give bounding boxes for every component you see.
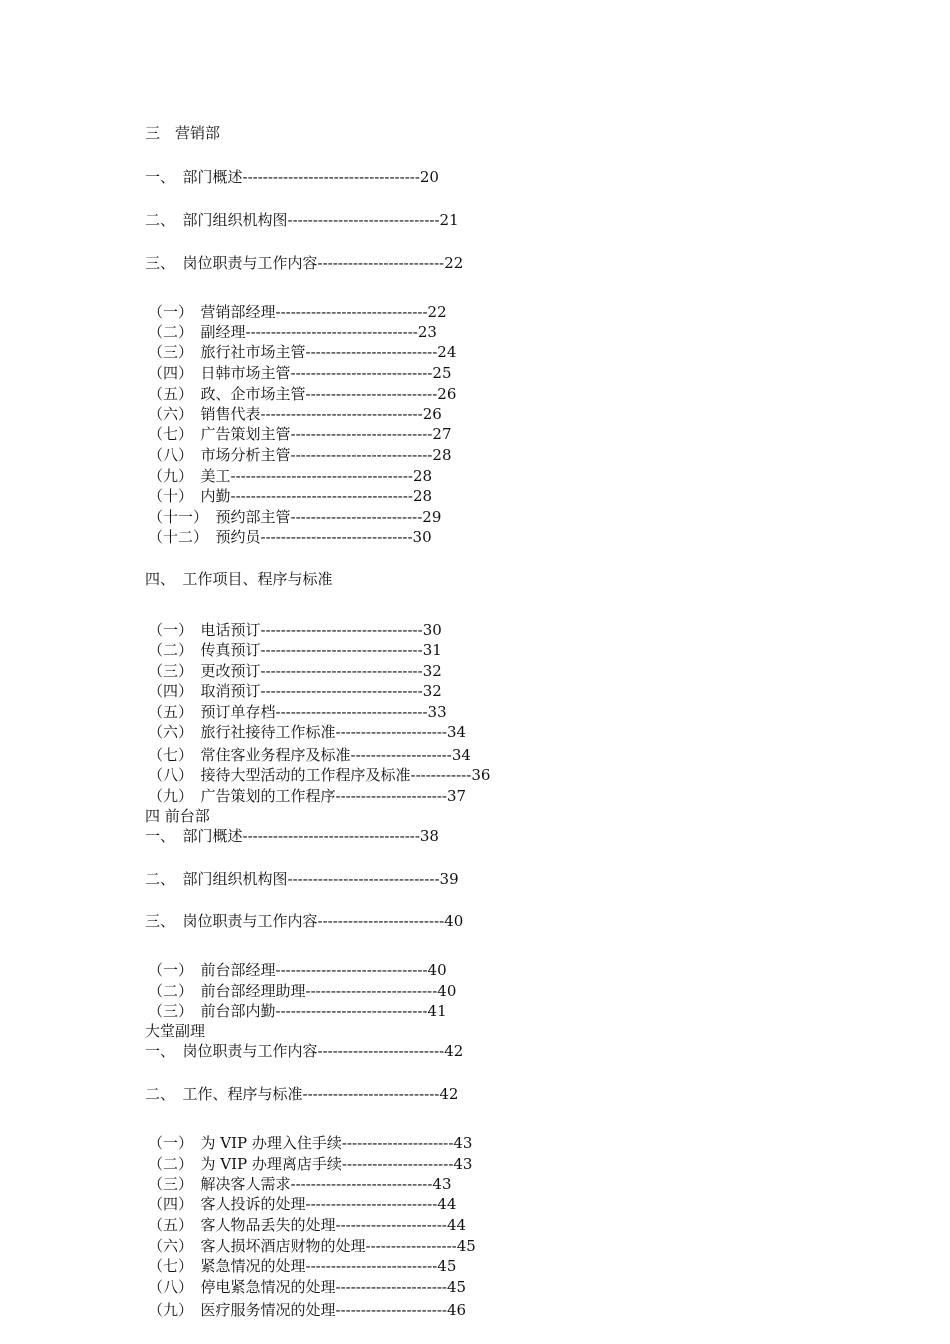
toc-line: （三） 更改预订--------------------------------32 [148, 662, 442, 680]
toc-line: （六） 销售代表--------------------------------26 [148, 405, 442, 423]
toc-line: 大堂副理 [145, 1022, 206, 1040]
toc-line: （十一） 预约部主管--------------------------29 [148, 508, 442, 526]
toc-line: （十） 内勤------------------------------------28 [148, 487, 433, 505]
toc-line: （四） 日韩市场主管----------------------------25 [148, 364, 452, 382]
toc-line: 二、 部门组织机构图------------------------------39 [145, 870, 459, 888]
toc-line: （一） 电话预订--------------------------------30 [148, 621, 442, 639]
toc-line: （二） 副经理----------------------------------23 [148, 323, 437, 341]
toc-line: （八） 市场分析主管----------------------------28 [148, 446, 452, 464]
toc-line: （三） 旅行社市场主管--------------------------24 [148, 343, 457, 361]
toc-line: 四 前台部 [145, 807, 210, 825]
toc-line: （七） 紧急情况的处理--------------------------45 [148, 1257, 457, 1275]
toc-line: （二） 传真预订--------------------------------31 [148, 641, 442, 659]
toc-line: （一） 为 VIP 办理入住手续----------------------43 [148, 1134, 473, 1152]
toc-line: （八） 接待大型活动的工作程序及标准------------36 [148, 766, 491, 784]
toc-line: （一） 前台部经理------------------------------40 [148, 961, 447, 979]
toc-line: 三、 岗位职责与工作内容-------------------------22 [145, 254, 464, 272]
toc-line: （七） 广告策划主管----------------------------27 [148, 425, 452, 443]
toc-line: 一、 部门概述-----------------------------------20 [145, 168, 439, 186]
toc-line: 三 营销部 [145, 124, 221, 142]
toc-line: （九） 广告策划的工作程序----------------------37 [148, 787, 467, 805]
toc-line: （五） 预订单存档------------------------------33 [148, 703, 447, 721]
toc-line: 二、 工作、程序与标准---------------------------42 [145, 1085, 459, 1103]
toc-line: （九） 美工------------------------------------28 [148, 467, 433, 485]
toc-line: （九） 医疗服务情况的处理----------------------46 [148, 1301, 467, 1319]
toc-line: （七） 常住客业务程序及标准--------------------34 [148, 746, 471, 764]
toc-line: （三） 解决客人需求----------------------------43 [148, 1175, 452, 1193]
toc-line: 一、 岗位职责与工作内容-------------------------42 [145, 1042, 464, 1060]
toc-line: （四） 取消预订--------------------------------32 [148, 682, 442, 700]
toc-line: 四、 工作项目、程序与标准 [145, 570, 333, 588]
toc-line: （十二） 预约员------------------------------30 [148, 528, 432, 546]
toc-line: （一） 营销部经理------------------------------22 [148, 303, 447, 321]
toc-line: 二、 部门组织机构图------------------------------21 [145, 211, 459, 229]
toc-line: 一、 部门概述-----------------------------------38 [145, 827, 439, 845]
toc-line: （六） 旅行社接待工作标准----------------------34 [148, 723, 467, 741]
toc-line: （三） 前台部内勤------------------------------41 [148, 1002, 447, 1020]
toc-line: （八） 停电紧急情况的处理----------------------45 [148, 1278, 467, 1296]
toc-line: （二） 为 VIP 办理离店手续----------------------43 [148, 1155, 473, 1173]
toc-line: （四） 客人投诉的处理--------------------------44 [148, 1195, 457, 1213]
toc-line: （二） 前台部经理助理--------------------------40 [148, 982, 457, 1000]
toc-line: （五） 客人物品丢失的处理----------------------44 [148, 1216, 467, 1234]
toc-line: （六） 客人损坏酒店财物的处理------------------45 [148, 1237, 476, 1255]
toc-line: 三、 岗位职责与工作内容-------------------------40 [145, 912, 464, 930]
toc-line: （五） 政、企市场主管--------------------------26 [148, 385, 457, 403]
